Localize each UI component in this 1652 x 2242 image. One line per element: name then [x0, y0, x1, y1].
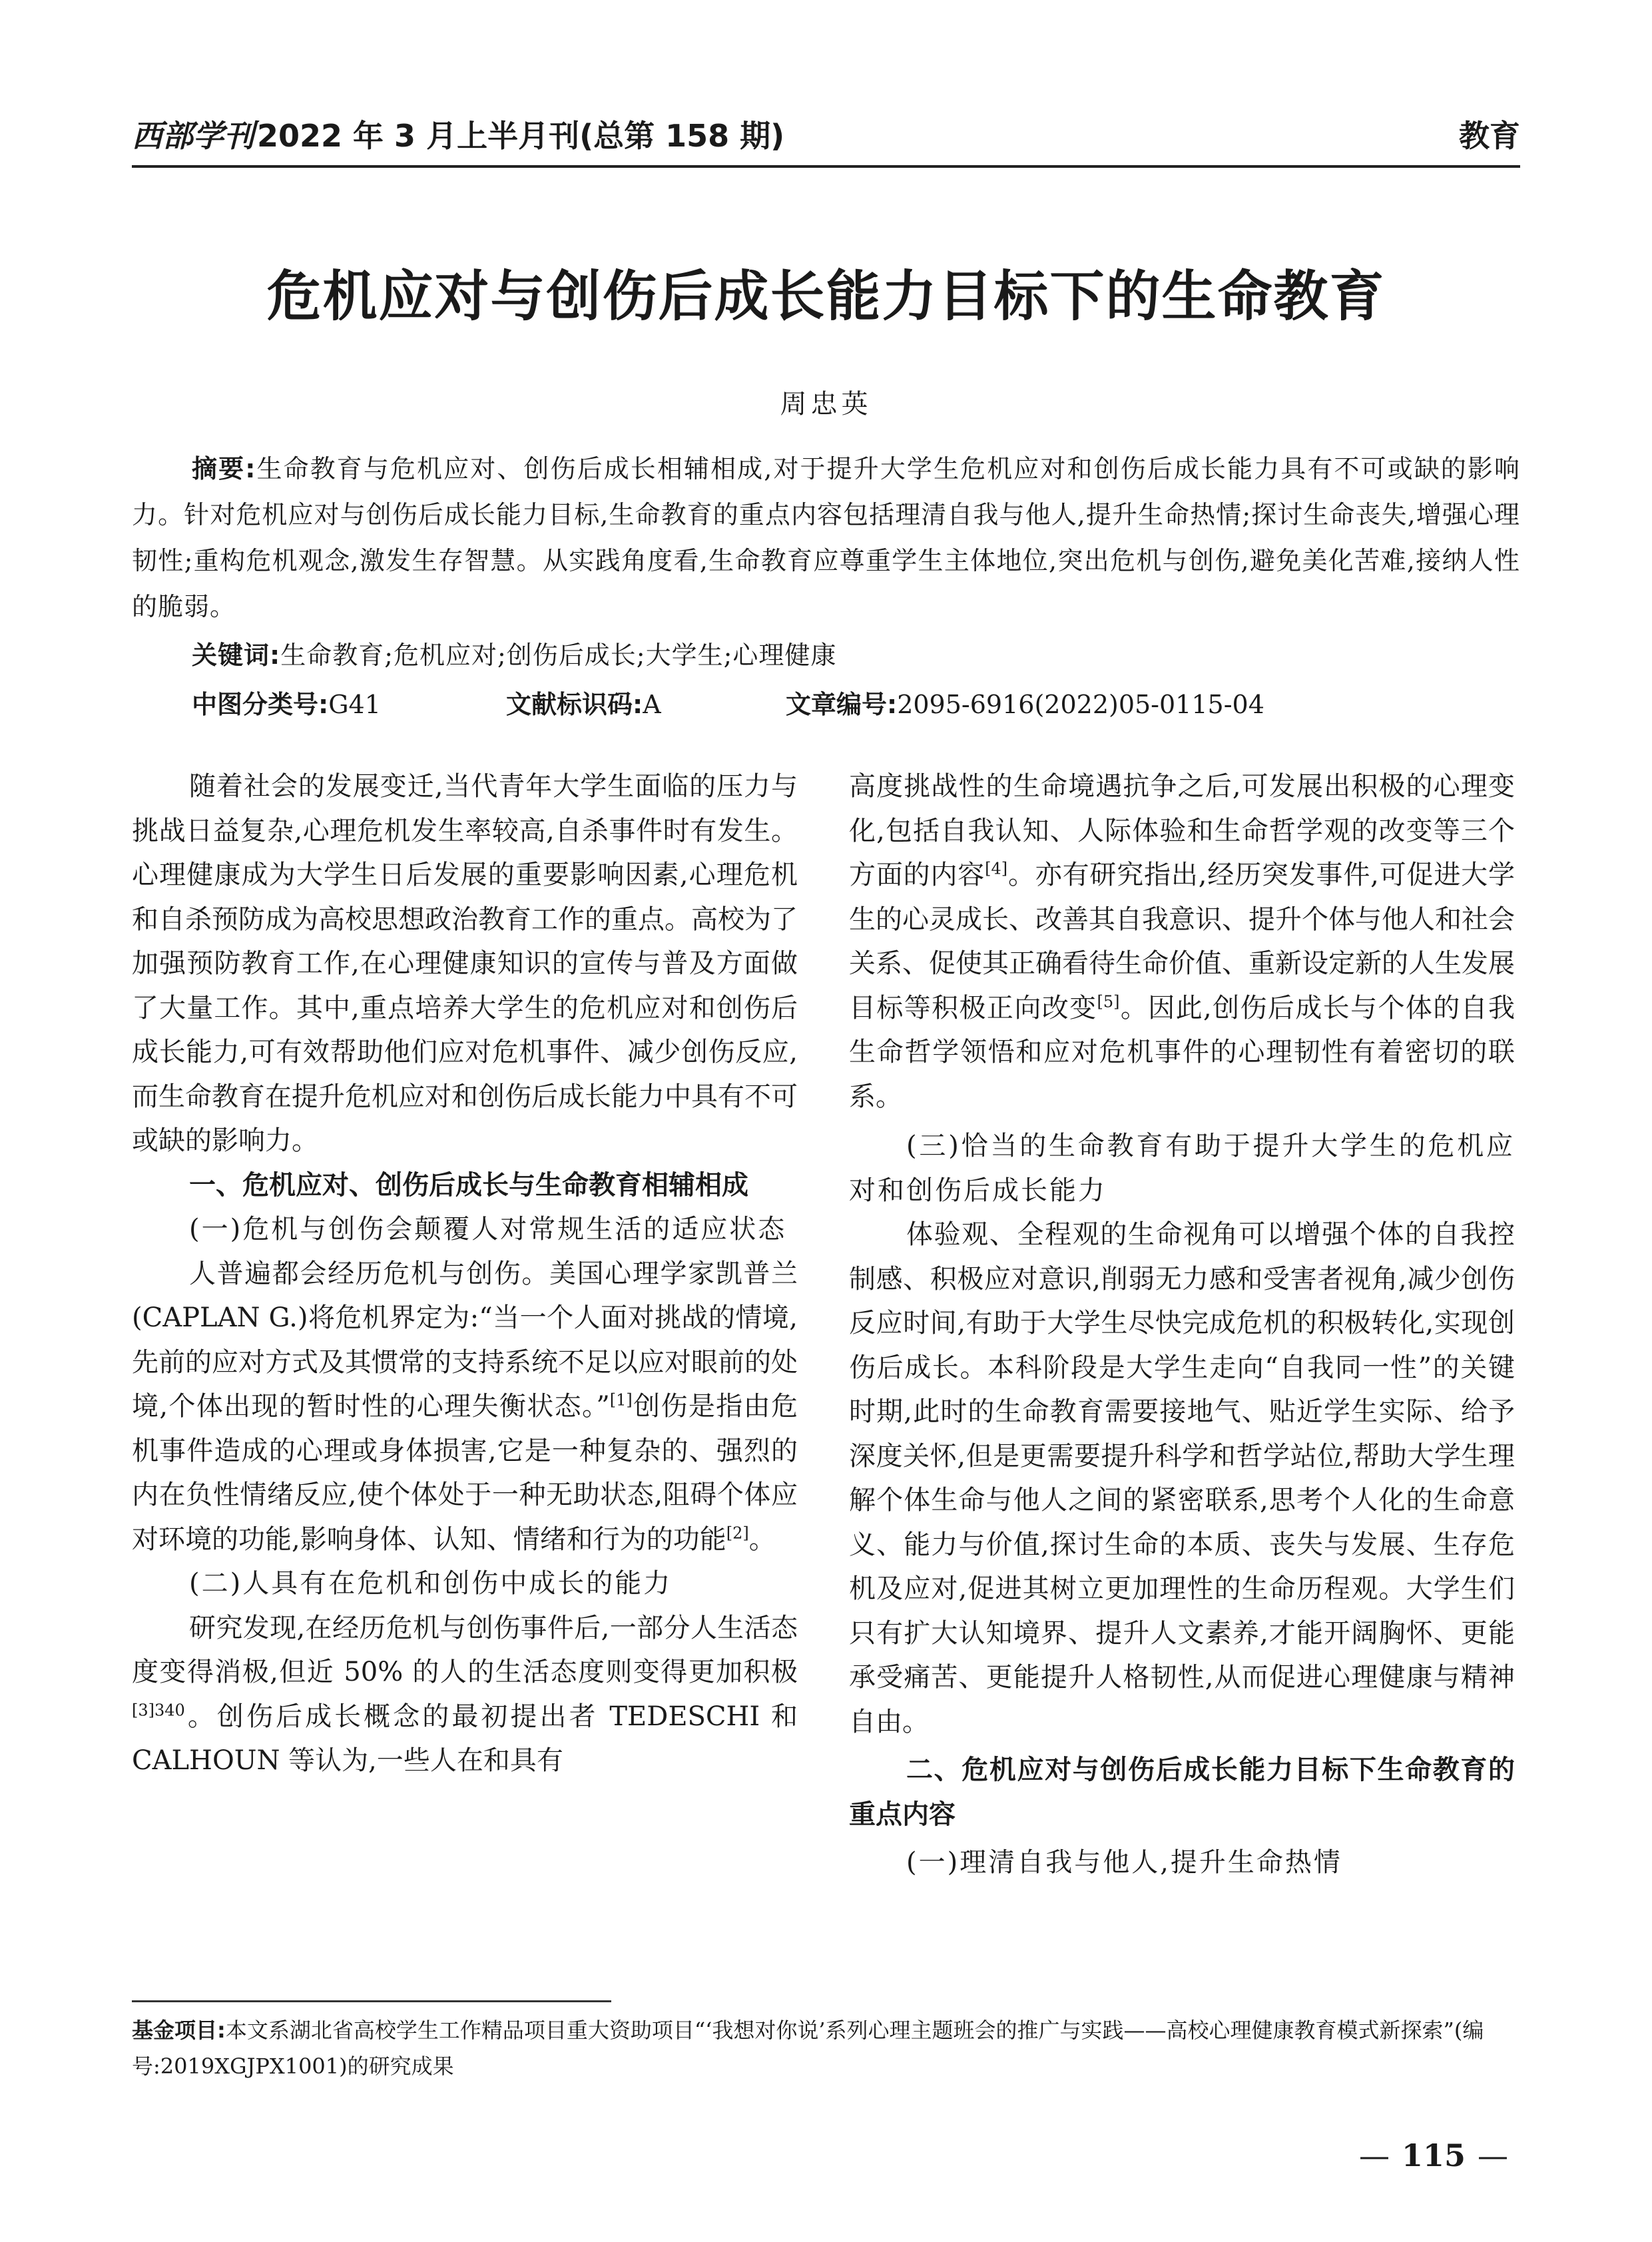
right-column [849, 764, 1515, 1885]
citation-2: [2] [726, 1524, 749, 1543]
footnote-text: 本文系湖北省高校学生工作精品项目重大资助项目“‘我想对你说’系列心理主题班会的推广与实践——高校心理健康教育模式新探索”(编号:2019XGJPX1001)的研究成果 [132, 2018, 1484, 2079]
journal-logo: 西部学刊 [132, 118, 254, 154]
subsection-heading-4: (一)理清自我与他人,提升生命热情 [906, 1847, 1342, 1878]
abstract-label: 摘要: [192, 454, 256, 483]
document-code [506, 684, 661, 720]
left-column [132, 764, 798, 1783]
text-run: 。亦有研究指出,经历突发事件,可促进大学生的心灵成长、改善其自我意识、提升个体与他人和社会关系、促使其正确看待生命价值、重新设定新的人生发展目标等积极正向改变 [849, 860, 1515, 1023]
citation-3: [3]340 [132, 1701, 185, 1720]
paragraph-crisis-definition [132, 1252, 798, 1562]
intro-paragraph: 随着社会的发展变迁,当代青年大学生面临的压力与挑战日益复杂,心理危机发生率较高,自杀事件时有发生。心理健康成为大学生日后发展的重要影响因素,心理危机和自杀预防成为高校思想政治教育工作的重点。高校为了加强预防教育工作,在心理健康知识的宣传与普及方面做了大量工作。其中,重点培养大学生的危机应对和创伤后成长能力,可有效帮助他们应对危机事件、减少创伤反应,而生命教育在提升危机应对和创伤后成长能力中具有不可或缺的影响力。 [132, 771, 798, 1156]
citation-1: [1] [609, 1390, 633, 1410]
citation-5: [5] [1097, 992, 1120, 1011]
article-number [786, 684, 1264, 720]
clc-value: G41 [328, 690, 381, 719]
page-number: — 115 — [1358, 2137, 1508, 2173]
issue-text: 2022 年 3 月上半月刊(总第 158 期) [257, 118, 785, 154]
issue-info [132, 112, 784, 156]
subsection-heading-3: (三)恰当的生命教育有助于提升大学生的危机应对和创伤后成长能力 [849, 1131, 1515, 1206]
paragraph-life-education: 体验观、全程观的生命视角可以增强个体的自我控制感、积极应对意识,削弱无力感和受害者视角,减少创伤反应时间,有助于大学生尽快完成危机的积极转化,实现创伤后成长。本科阶段是大学生走向“自我同一性”的关键时期,此时的生命教育需要接地气、贴近学生实际、给予深度关怀,但是更需要提升科学和哲学站位,帮助大学生理解个体生命与他人之间的紧密联系,思考个人化的生命意义、能力与价值,探讨生命的本质、丧失与发展、生存危机及应对,促进其树立更加理性的生命历程观。大学生们只有扩大认知境界、提升人文素养,才能开阔胸怀、更能承受痛苦、更能提升人格韧性,从而促进心理健康与精神自由。 [849, 1219, 1515, 1737]
paragraph-growth [132, 1606, 798, 1783]
keywords [192, 635, 836, 671]
clc-number [192, 684, 381, 720]
author-name: 周忠英 [780, 389, 872, 420]
text-run: 高度挑战性的生命境遇抗争之后,可发展出积极的心理变化,包括自我认知、人际体验和生命哲学观的改变等三个方面的内容 [849, 771, 1515, 890]
subsection-heading-1: (一)危机与创伤会颠覆人对常规生活的适应状态 [189, 1214, 787, 1245]
article-number-value: 2095-6916(2022)05-0115-04 [897, 690, 1264, 719]
text-run: 。创伤后成长概念的最初提出者 TEDESCHI 和 CALHOUN 等认为,一些人在和具有 [132, 1701, 798, 1776]
subsection-heading-2: (二)人具有在危机和创伤中成长的能力 [189, 1568, 673, 1599]
article-title: 危机应对与创伤后成长能力目标下的生命教育 [266, 265, 1386, 328]
article-number-label: 文章编号: [786, 690, 898, 719]
footnote-label: 基金项目: [132, 2018, 226, 2043]
text-run: 研究发现,在经历危机与创伤事件后,一部分人生活态度变得消极,但近 50% 的人的生活态度则变得更加积极 [132, 1612, 798, 1687]
footnote-rule [132, 2000, 611, 2002]
text-run: 。因此,创伤后成长与个体的自我生命哲学领悟和应对危机事件的心理韧性有着密切的联系。 [849, 992, 1515, 1112]
keywords-text: 生命教育;危机应对;创伤后成长;大学生;心理健康 [280, 641, 837, 670]
keywords-label: 关键词: [192, 641, 281, 670]
page-number-value: 115 [1401, 2137, 1466, 2173]
text-run: 创伤是指由危机事件造成的心理或身体损害,它是一种复杂的、强烈的内在负性情绪反应,使个体处于一种无助状态,阻碍个体应对环境的功能,影响身体、认知、情绪和行为的功能 [132, 1391, 798, 1555]
doc-code-label: 文献标识码: [506, 690, 643, 719]
section-label: 教育 [1459, 118, 1520, 154]
citation-4: [4] [985, 859, 1008, 878]
doc-code-value: A [643, 690, 661, 719]
section-heading-1: 一、危机应对、创伤后成长与生命教育相辅相成 [189, 1169, 748, 1201]
funding-footnote [132, 2012, 1520, 2084]
header-rule [132, 165, 1520, 168]
text-run: 人普遍都会经历危机与创伤。美国心理学家凯普兰(CAPLAN G.)将危机界定为:“当一个人面对挑战的情境,先前的应对方式及其惯常的支持系统不足以应对眼前的处境,个体出现的暂时性的心理失衡状态。” [132, 1258, 798, 1422]
clc-label: 中图分类号: [192, 690, 329, 719]
paragraph-continued [849, 764, 1515, 1119]
abstract [132, 446, 1520, 630]
running-head [132, 112, 1520, 158]
section-heading-2: 二、危机应对与创伤后成长能力目标下生命教育的重点内容 [849, 1755, 1515, 1830]
abstract-text: 生命教育与危机应对、创伤后成长相辅相成,对于提升大学生危机应对和创伤后成长能力具有不可或缺的影响力。针对危机应对与创伤后成长能力目标,生命教育的重点内容包括理清自我与他人,提升生命热情;探讨生命丧失,增强心理韧性;重构危机观念,激发生存智慧。从实践角度看,生命教育应尊重学生主体地位,突出危机与创伤,避免美化苦难,接纳人性的脆弱。 [132, 454, 1520, 621]
text-run: 。 [748, 1524, 776, 1555]
